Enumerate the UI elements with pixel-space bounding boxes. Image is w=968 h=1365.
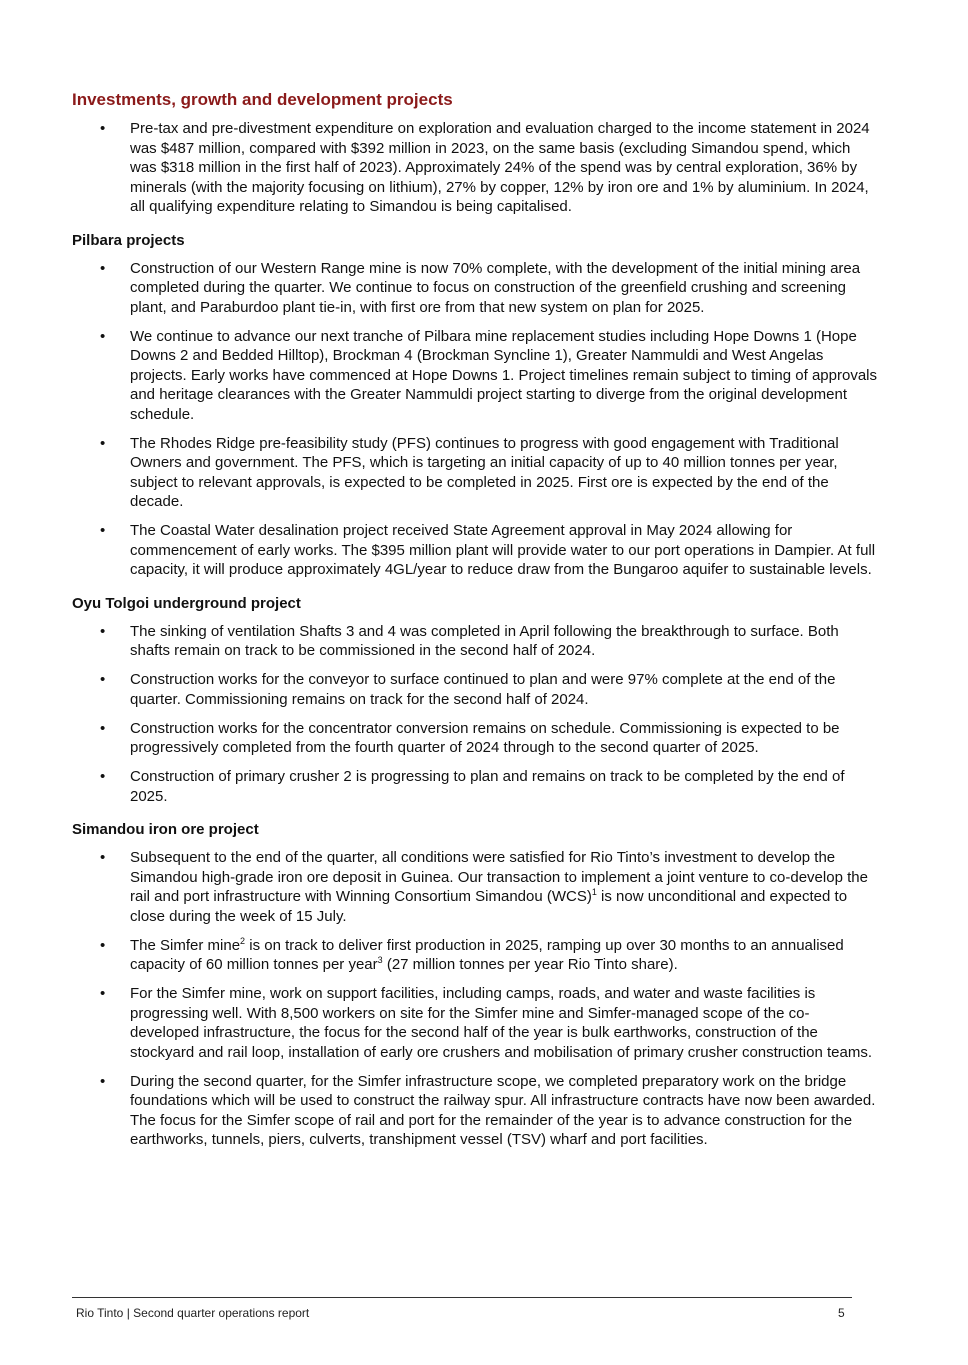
page-number: 5 xyxy=(838,1306,845,1320)
list-item: • Pre-tax and pre-divestment expenditure on exploration and evaluation charged to the income statement in 2024 was $487 million, compared with $392 million in 2023, on the same basis (excluding Simandou spend, which was $318 million in the first half of 2023). Approximately 24% of the spend was by central exploration, 36% by minerals (with the majority focusing on lithium), 27% by copper, 12% by iron ore and 1% by aluminium. In 2024, all qualifying expenditure relating to Simandou is being capitalised. xyxy=(100,120,870,215)
bullet-icon: • xyxy=(100,849,106,866)
footer-title: Rio Tinto | Second quarter operations report xyxy=(76,1306,310,1320)
list-item: • Construction of our Western Range mine is now 70% complete, with the development of the initial mining area completed during the quarter. We continue to focus on construction of the greenfield crushing and screening plant, and Paraburdoo plant tie-in, with first ore from that new system on plan for 2025. xyxy=(100,259,861,316)
list-item: • During the second quarter, for the Simfer infrastructure scope, we completed preparatory work on the bridge foundations which will be used to construct the railway spur. All infrastructure contracts have now been awarded. The focus for the Simfer scope of rail and port for the remainder of the year is to advance construction for the earthworks, tunnels, piers, culverts, transhipment vessel (TSV) wharf and port facilities. xyxy=(100,1072,876,1148)
page-content xyxy=(72,88,878,1159)
bullet-icon: • xyxy=(100,985,106,1002)
oyu-tolgoi-heading: Oyu Tolgoi underground project xyxy=(72,594,301,612)
list-item: • Construction works for the concentrator conversion remains on schedule. Commissioning is expected to be progressively completed from the fourth quarter of 2024 through to the second quarter of 2025. xyxy=(100,719,840,756)
bullet-icon: • xyxy=(100,622,106,640)
bullet-icon: • xyxy=(100,768,106,785)
list-item: • For the Simfer mine, work on support facilities, including camps, roads, and water and waste facilities is progressing well. With 8,500 workers on site for the Simfer mine and Simfer-managed scope of the co-developed infrastructure, the focus for the second half of the year is bulk earthworks, construction of the stockyard and rail loop, installation of early ore crushers and mobilisation of primary crusher construction teams. xyxy=(100,985,873,1061)
bullet-icon: • xyxy=(100,434,106,452)
simandou-bullet-list xyxy=(72,848,878,1150)
section-heading: Investments, growth and development projects xyxy=(72,90,453,109)
bullet-icon: • xyxy=(100,719,106,737)
bullet-icon: • xyxy=(100,259,106,277)
list-item: • Subsequent to the end of the quarter, all conditions were satisfied for Rio Tinto’s investment to develop the Simandou high-grade iron ore deposit in Guinea. Our transaction to implement a joint venture to co-develop the rail and port infrastructure with Winning Consortium Simandou (WCS)$^1$ is now unconditional and expected to close during the week of 15 July. xyxy=(100,849,868,925)
list-item: • The Rhodes Ridge pre-feasibility study (PFS) continues to progress with good engagement with Traditional Owners and government. The PFS, which is targeting an initial capacity of up to 40 million tonnes per year, subject to relevant approvals, is expected to be completed in 2025. First ore is expected by the end of the decade. xyxy=(100,434,839,510)
pilbara-bullet-list xyxy=(72,259,878,580)
footer-divider xyxy=(72,1297,852,1298)
footnote-ref: 2 xyxy=(240,935,246,946)
bullet-icon: • xyxy=(100,1072,106,1090)
list-item: • We continue to advance our next tranche of Pilbara mine replacement studies including Hope Downs 1 (Hope Downs 2 and Bedded Hilltop), Brockman 4 (Brockman Syncline 1), Greater Nammuldi and West Angelas projects. Early works have commenced at Hope Downs 1. Project timelines remain subject to timing of approvals and heritage clearances with the Greater Nammuldi project starting to diverge from the original development schedule. xyxy=(100,327,877,423)
list-item: • The Simfer mine$^2$ is on track to deliver first production in 2025, ramping up over 30 months to an annualised capacity of 60 million tonnes per year$^3$ (27 million tonnes per year Rio Tinto share). xyxy=(100,935,844,973)
list-item: • Construction works for the conveyor to surface continued to plan and were 97% complete at the end of the quarter. Commissioning remains on track for the second half of 2024. xyxy=(100,671,836,708)
oyu-tolgoi-bullet-list xyxy=(72,622,878,807)
list-item: • The sinking of ventilation Shafts 3 and 4 was completed in April following the breakthrough to surface. Both shafts remain on track to be commissioned in the second half of 2024. xyxy=(100,622,839,659)
footnote-ref: 1 xyxy=(591,887,597,897)
simandou-heading: Simandou iron ore project xyxy=(72,821,259,838)
list-item: • Construction of primary crusher 2 is progressing to plan and remains on track to be completed by the end of 2025. xyxy=(100,768,845,805)
footnote-ref: 3 xyxy=(377,955,383,965)
bullet-icon: • xyxy=(100,120,106,137)
bullet-icon: • xyxy=(100,936,106,954)
bullet-icon: • xyxy=(100,327,106,345)
bullet-icon: • xyxy=(100,671,106,688)
intro-bullet-list xyxy=(72,119,878,217)
list-item: • The Coastal Water desalination project received State Agreement approval in May 2024 allowing for commencement of early works. The $395 million plant will provide water to our port operations in Dampier. At full capacity, it will produce approximately 4GL/year to reduce draw from the Bungaroo aquifer to sustainable levels. xyxy=(100,522,876,578)
pilbara-heading: Pilbara projects xyxy=(72,231,185,249)
bullet-icon: • xyxy=(100,522,106,539)
